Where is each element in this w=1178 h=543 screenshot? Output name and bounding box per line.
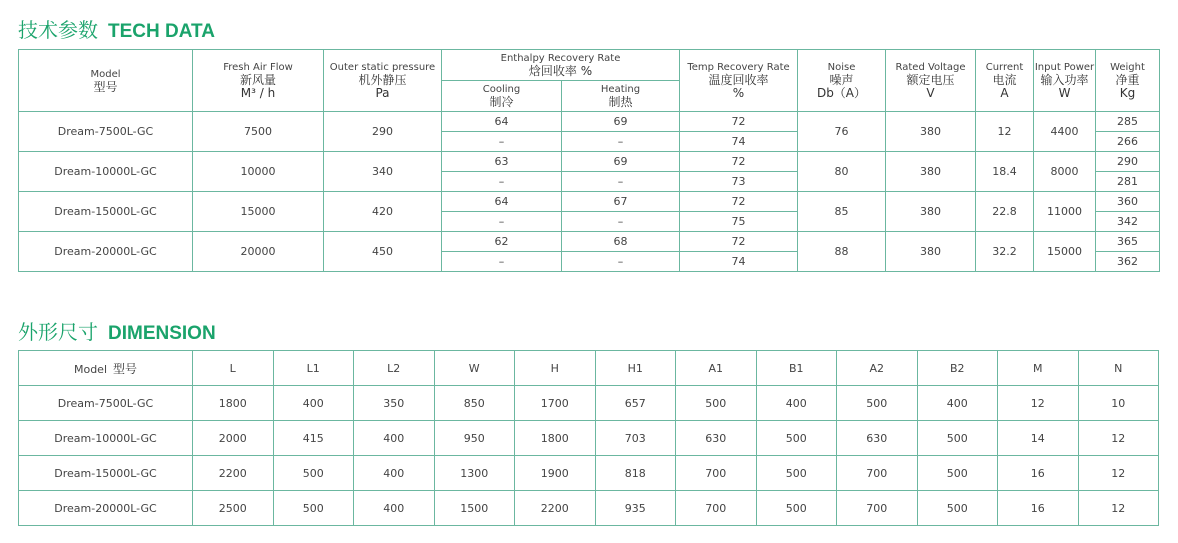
weight-cell: 362 <box>1096 252 1160 272</box>
dim-row <box>19 421 1159 456</box>
dimension-title-en: DIMENSION <box>108 323 216 344</box>
dim-value-cell: 1700 <box>515 386 596 421</box>
heating-cell: 68 <box>562 232 680 252</box>
temp-recovery-cell: 74 <box>680 252 798 272</box>
dim-value-cell: 1800 <box>515 421 596 456</box>
dim-header-h1: H1 <box>595 351 676 386</box>
header-input-power: Input Power 输入功率 W <box>1034 50 1096 112</box>
model-cell: Dream-7500L-GC <box>19 112 193 152</box>
temp-recovery-cell: 72 <box>680 152 798 172</box>
power-cell: 15000 <box>1034 232 1096 272</box>
header-current: Current 电流 A <box>976 50 1034 112</box>
dim-value-cell: 12 <box>998 386 1079 421</box>
dim-header-b2: B2 <box>917 351 998 386</box>
cooling-cell: – <box>442 132 562 152</box>
tech-title-cn: 技术参数 <box>18 18 98 42</box>
dim-value-cell: 500 <box>676 386 757 421</box>
tech-row <box>19 112 1160 132</box>
header-enthalpy-recovery: Enthalpy Recovery Rate 焓回收率 % <box>442 50 680 81</box>
power-cell: 11000 <box>1034 192 1096 232</box>
dim-header-a1: A1 <box>676 351 757 386</box>
tech-row <box>19 192 1160 212</box>
power-cell: 4400 <box>1034 112 1096 152</box>
dim-value-cell: 400 <box>354 456 435 491</box>
header-temp-recovery: Temp Recovery Rate 温度回收率 % <box>680 50 798 112</box>
temp-recovery-cell: 75 <box>680 212 798 232</box>
current-cell: 32.2 <box>976 232 1034 272</box>
dim-value-cell: 10 <box>1078 386 1159 421</box>
dim-row <box>19 491 1159 526</box>
dim-model-cell: Dream-7500L-GC <box>19 386 193 421</box>
tech-row <box>19 152 1160 172</box>
model-cell: Dream-15000L-GC <box>19 192 193 232</box>
heating-cell: 69 <box>562 112 680 132</box>
header-noise: Noise 噪声 Db（A） <box>798 50 886 112</box>
current-cell: 18.4 <box>976 152 1034 192</box>
weight-cell: 365 <box>1096 232 1160 252</box>
airflow-cell: 7500 <box>193 112 324 152</box>
weight-cell: 285 <box>1096 112 1160 132</box>
dim-value-cell: 400 <box>354 491 435 526</box>
dim-value-cell: 500 <box>837 386 918 421</box>
dim-value-cell: 415 <box>273 421 354 456</box>
header-model: Model 型号 <box>19 50 193 112</box>
pressure-cell: 340 <box>324 152 442 192</box>
dim-value-cell: 1800 <box>193 386 274 421</box>
dim-model-cell: Dream-10000L-GC <box>19 421 193 456</box>
dim-value-cell: 350 <box>354 386 435 421</box>
dim-model-cell: Dream-20000L-GC <box>19 491 193 526</box>
heating-cell: – <box>562 132 680 152</box>
dim-header-h: H <box>515 351 596 386</box>
weight-cell: 290 <box>1096 152 1160 172</box>
dim-value-cell: 1500 <box>434 491 515 526</box>
header-rated-voltage: Rated Voltage 额定电压 V <box>886 50 976 112</box>
dim-value-cell: 14 <box>998 421 1079 456</box>
power-cell: 8000 <box>1034 152 1096 192</box>
temp-recovery-cell: 72 <box>680 112 798 132</box>
weight-cell: 360 <box>1096 192 1160 212</box>
model-cell: Dream-10000L-GC <box>19 152 193 192</box>
temp-recovery-cell: 72 <box>680 192 798 212</box>
dim-value-cell: 16 <box>998 491 1079 526</box>
cooling-cell: – <box>442 172 562 192</box>
dim-value-cell: 700 <box>837 456 918 491</box>
dim-header-b1: B1 <box>756 351 837 386</box>
dim-value-cell: 500 <box>917 491 998 526</box>
noise-cell: 88 <box>798 232 886 272</box>
pressure-cell: 290 <box>324 112 442 152</box>
header-heating: Heating 制热 <box>562 81 680 112</box>
dim-value-cell: 2200 <box>515 491 596 526</box>
dim-value-cell: 400 <box>756 386 837 421</box>
cooling-cell: 64 <box>442 112 562 132</box>
dim-header-m: M <box>998 351 1079 386</box>
dim-value-cell: 400 <box>354 421 435 456</box>
dim-value-cell: 1900 <box>515 456 596 491</box>
heating-cell: – <box>562 172 680 192</box>
tech-row <box>19 232 1160 252</box>
pressure-cell: 450 <box>324 232 442 272</box>
weight-cell: 342 <box>1096 212 1160 232</box>
dim-model-cell: Dream-15000L-GC <box>19 456 193 491</box>
dimension-table <box>18 350 1159 526</box>
current-cell: 12 <box>976 112 1034 152</box>
dim-value-cell: 950 <box>434 421 515 456</box>
dim-value-cell: 630 <box>837 421 918 456</box>
tech-data-title <box>18 14 215 43</box>
voltage-cell: 380 <box>886 112 976 152</box>
dim-value-cell: 2200 <box>193 456 274 491</box>
voltage-cell: 380 <box>886 232 976 272</box>
dim-header-l1: L1 <box>273 351 354 386</box>
dim-value-cell: 657 <box>595 386 676 421</box>
dim-header-l: L <box>193 351 274 386</box>
tech-title-en: TECH DATA <box>108 21 215 42</box>
airflow-cell: 15000 <box>193 192 324 232</box>
dim-value-cell: 500 <box>756 491 837 526</box>
header-cooling: Cooling 制冷 <box>442 81 562 112</box>
dim-value-cell: 700 <box>676 491 757 526</box>
dim-value-cell: 700 <box>837 491 918 526</box>
heating-cell: – <box>562 252 680 272</box>
dim-value-cell: 850 <box>434 386 515 421</box>
dim-value-cell: 630 <box>676 421 757 456</box>
noise-cell: 80 <box>798 152 886 192</box>
voltage-cell: 380 <box>886 152 976 192</box>
dim-row <box>19 386 1159 421</box>
heating-cell: 69 <box>562 152 680 172</box>
noise-cell: 85 <box>798 192 886 232</box>
dim-value-cell: 12 <box>1078 421 1159 456</box>
noise-cell: 76 <box>798 112 886 152</box>
dim-value-cell: 500 <box>917 456 998 491</box>
dim-value-cell: 500 <box>917 421 998 456</box>
weight-cell: 281 <box>1096 172 1160 192</box>
dim-value-cell: 2000 <box>193 421 274 456</box>
weight-cell: 266 <box>1096 132 1160 152</box>
airflow-cell: 20000 <box>193 232 324 272</box>
header-fresh-air-flow: Fresh Air Flow 新风量 M³ / h <box>193 50 324 112</box>
cooling-cell: – <box>442 212 562 232</box>
dim-header-model: Model 型号 <box>19 351 193 386</box>
dim-value-cell: 935 <box>595 491 676 526</box>
voltage-cell: 380 <box>886 192 976 232</box>
cooling-cell: 64 <box>442 192 562 212</box>
dim-value-cell: 500 <box>756 421 837 456</box>
dim-value-cell: 16 <box>998 456 1079 491</box>
dim-value-cell: 500 <box>756 456 837 491</box>
dim-value-cell: 703 <box>595 421 676 456</box>
dimension-title <box>18 316 216 345</box>
temp-recovery-cell: 73 <box>680 172 798 192</box>
temp-recovery-cell: 72 <box>680 232 798 252</box>
temp-recovery-cell: 74 <box>680 132 798 152</box>
dim-header-n: N <box>1078 351 1159 386</box>
model-cell: Dream-20000L-GC <box>19 232 193 272</box>
dim-value-cell: 400 <box>917 386 998 421</box>
dim-header-a2: A2 <box>837 351 918 386</box>
dim-value-cell: 2500 <box>193 491 274 526</box>
dim-value-cell: 500 <box>273 491 354 526</box>
dim-value-cell: 500 <box>273 456 354 491</box>
dim-header-w: W <box>434 351 515 386</box>
airflow-cell: 10000 <box>193 152 324 192</box>
dim-value-cell: 12 <box>1078 491 1159 526</box>
pressure-cell: 420 <box>324 192 442 232</box>
dim-row <box>19 456 1159 491</box>
heating-cell: – <box>562 212 680 232</box>
heating-cell: 67 <box>562 192 680 212</box>
dimension-title-cn: 外形尺寸 <box>18 320 98 344</box>
cooling-cell: – <box>442 252 562 272</box>
header-weight: Weight 净重 Kg <box>1096 50 1160 112</box>
dim-value-cell: 700 <box>676 456 757 491</box>
header-static-pressure: Outer static pressure 机外静压 Pa <box>324 50 442 112</box>
current-cell: 22.8 <box>976 192 1034 232</box>
cooling-cell: 63 <box>442 152 562 172</box>
dim-value-cell: 12 <box>1078 456 1159 491</box>
dim-value-cell: 818 <box>595 456 676 491</box>
tech-data-table <box>18 49 1160 272</box>
cooling-cell: 62 <box>442 232 562 252</box>
dim-header-l2: L2 <box>354 351 435 386</box>
dim-value-cell: 1300 <box>434 456 515 491</box>
dim-value-cell: 400 <box>273 386 354 421</box>
